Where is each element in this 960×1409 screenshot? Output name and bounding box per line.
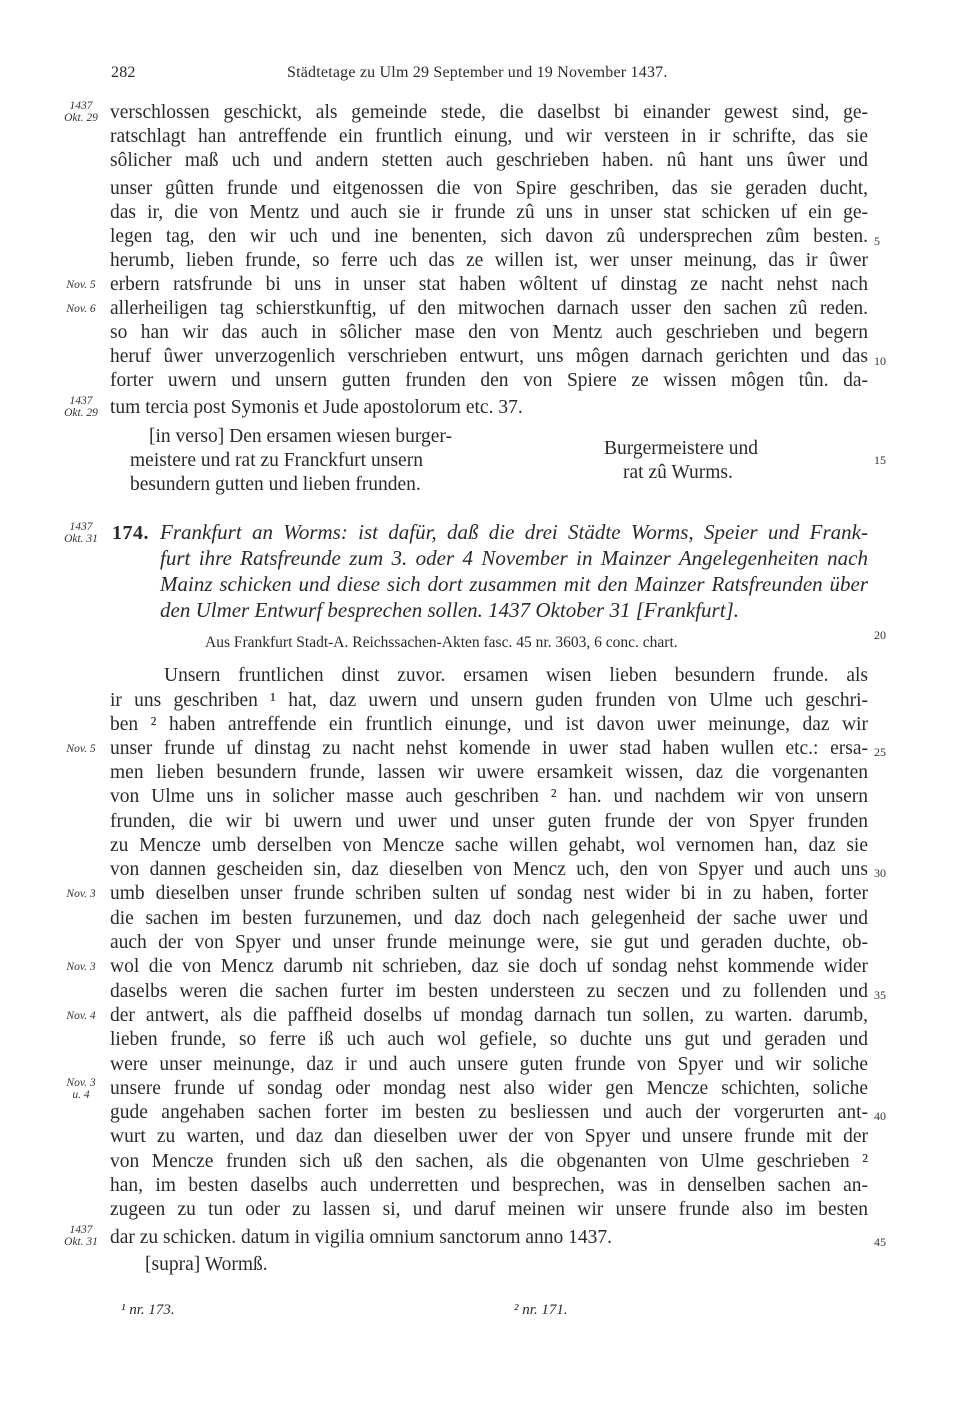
running-title: Städtetage zu Ulm 29 September und 19 November 1437.	[287, 64, 668, 81]
line-number: 10	[874, 354, 886, 368]
margin-date: 1437 Okt. 29	[64, 100, 98, 124]
margin-date: Nov. 3 u. 4	[66, 1077, 96, 1101]
text-line: han, im besten daselbs auch underretten und besprechen, was in denselben sachen an-	[110, 1175, 868, 1196]
margin-date: Nov. 6	[66, 303, 96, 315]
address-line: [in verso] Den ersamen wiesen burger-	[149, 426, 453, 447]
margin-date: Nov. 4	[66, 1010, 96, 1022]
margin-date: 1437 Okt. 29	[64, 395, 98, 419]
text-line: dar zu schicken. datum in vigilia omnium sanctorum anno 1437.	[110, 1227, 613, 1248]
text-line: allerheiligen tag schierstkunftig, uf den mitwochen darnach usser den sachen zû reden.	[110, 298, 868, 319]
text-line: zu Mencze umb derselben von Mencze sache willen gehabt, wol vernomen han, daz sie	[110, 835, 868, 856]
margin-date: Nov. 5	[66, 279, 96, 291]
text-line: ben ² haben antreffende ein fruntlich einunge, und ist davon uwer meinunge, daz wir	[110, 714, 868, 735]
line-number: 15	[874, 453, 886, 467]
text-line: lieben frunde, so ferre iß uch auch wol gefiele, so duchte uns gut und geraden und	[110, 1029, 868, 1050]
text-line: auch der von Spyer und unser frunde meinunge were, sie gut und geraden duchte, ob-	[110, 932, 868, 953]
regest-line: den Ulmer Entwurf besprechen sollen. 1437 Oktober 31 [Frankfurt].	[160, 598, 739, 622]
source-note: Aus Frankfurt Stadt-A. Reichssachen-Akten fasc. 45 nr. 3603, 6 conc. chart.	[205, 634, 678, 651]
margin-date: 1437 Okt. 31	[64, 521, 98, 545]
text-line: unsere frunde uf sondag oder mondag nest also wider gen Mencze schichten, soliche	[110, 1078, 868, 1099]
text-line: were unser meinunge, daz ir und auch unsere guten frunde von Spyer und wir soliche	[110, 1054, 868, 1075]
text-line: von dannen gescheiden sin, daz dieselben von Mencz uch, den von Spyer und auch uns	[110, 859, 868, 880]
text-line: der antwert, als die paffheid doselbs uf mondag darnach tun sollen, zu warten. darumb,	[110, 1005, 868, 1026]
supra-address: [supra] Wormß.	[145, 1254, 268, 1275]
text-line: heruf ûwer unverzogenlich verschrieben entwurt, uns môgen darnach gerichten und das	[110, 346, 868, 367]
address-line: meistere und rat zu Franckfurt unsern	[130, 450, 423, 471]
text-line: so han wir das auch in sôlicher mase den von Mentz auch geschrieben und begern	[110, 322, 868, 343]
text-line: ratschlagt han antreffende ein fruntlich einung, und wir versteen in ir schrifte, das sie	[110, 126, 868, 147]
margin-date: Nov. 3	[66, 961, 96, 973]
text-line: tum tercia post Symonis et Jude apostolorum etc. 37.	[110, 397, 523, 418]
line-number: 40	[874, 1109, 886, 1123]
text-line: unser frunde uf dinstag zu nacht nehst komende in uwer stad haben wullen etc.: ersa-	[110, 738, 868, 759]
text-line: sôlicher maß uch und andern stetten auch geschrieben haben. nû hant uns ûwer und	[110, 150, 868, 171]
margin-date: Nov. 5	[66, 743, 96, 755]
text-line: herumb, lieben frunde, so ferre uch das ze willen ist, wer unser meinung, das ir ûwer	[110, 250, 868, 271]
regest-line: Mainz schicken und diese sich dort zusammen mit den Mainzer Ratsfreunden über	[160, 572, 868, 596]
text-line: wol die von Mencz darumb nit schrieben, daz sie doch uf sondag nehst kommende wider	[110, 956, 868, 977]
text-line: men lieben besundern frunde, lassen wir uwere ersamkeit wissen, daz die vorgenanten	[110, 762, 868, 783]
line-number: 30	[874, 866, 886, 880]
margin-date: Nov. 3	[66, 888, 96, 900]
text-line: unser gûtten frunde und eitgenossen die von Spire geschriben, das sie geraden ducht,	[110, 178, 868, 199]
text-line: legen tag, den wir uch und ine benenten, sich davon zû undersprechen zûm besten.	[110, 226, 868, 247]
document-number: 174.	[112, 522, 149, 544]
text-line: von Ulme uns in solicher masse auch geschriben ² han. und nachdem wir von unsern	[110, 786, 868, 807]
text-line: frunden, die wir bi uwern und uwer und unser guten frunde der von Spyer frunden	[110, 811, 868, 832]
line-number: 35	[874, 988, 886, 1002]
sender-line: Burgermeistere und	[604, 438, 758, 459]
text-line: forter uwern und unsern gutten frunden den von Spiere ze wissen môgen tûn. da-	[110, 370, 868, 391]
text-line: wurt zu warten, und daz dan dieselben uwer der von Spyer und unsere frunde mit der	[110, 1126, 868, 1147]
text-line: gude angehaben sachen forter im besten zu besliessen und auch der vorgerurten ant-	[110, 1102, 868, 1123]
line-number: 20	[874, 628, 886, 642]
footnote: ² nr. 171.	[514, 1302, 568, 1318]
text-line: daselbs weren die sachen furter im besten understeen zu seczen und zu follenden und	[110, 981, 868, 1002]
page-number: 282	[111, 64, 136, 81]
text-line: das ir, die von Mentz und auch sie ir frunde zû uns in unser stat schicken uf ein ge-	[110, 202, 868, 223]
regest-line: Frankfurt an Worms: ist dafür, daß die drei Städte Worms, Speier und Frank-	[160, 520, 868, 544]
line-number: 5	[874, 234, 880, 248]
text-line: Unsern fruntlichen dinst zuvor. ersamen wisen lieben besundern frunde. als	[164, 665, 868, 686]
margin-date: 1437 Okt. 31	[64, 1224, 98, 1248]
text-line: umb dieselben unser frunde schriben sulten uf sondag nest wider bi in zu haben, forter	[110, 883, 868, 904]
regest-line: furt ihre Ratsfreunde zum 3. oder 4 November in Mainzer Angelegenheiten nach	[160, 546, 868, 570]
footnote: ¹ nr. 173.	[121, 1302, 175, 1318]
text-line: die sachen im besten furzunemen, und daz doch nach gelegenheid der sache uwer und	[110, 908, 868, 929]
text-line: von Mencze frunden sich uß den sachen, als die obgenanten von Ulme geschrieben ²	[110, 1151, 868, 1172]
text-line: ir uns geschriben ¹ hat, daz uwern und unsern guden frunden von Ulme uch geschri-	[110, 690, 868, 711]
address-line: besundern gutten und lieben frunden.	[130, 474, 421, 495]
text-line: zugeen zu tun oder zu lassen si, und daruf meinen wir unsere frunde also im besten	[110, 1199, 868, 1220]
text-line: verschlossen geschickt, als gemeinde stede, die daselbst bi einander gewest sind, ge-	[110, 102, 868, 123]
line-number: 45	[874, 1235, 886, 1249]
text-line: erbern ratsfrunde bi uns in unser stat haben wôltent uf dinstag ze nacht nehst nach	[110, 274, 868, 295]
sender-line: rat zû Wurms.	[623, 462, 733, 483]
line-number: 25	[874, 745, 886, 759]
